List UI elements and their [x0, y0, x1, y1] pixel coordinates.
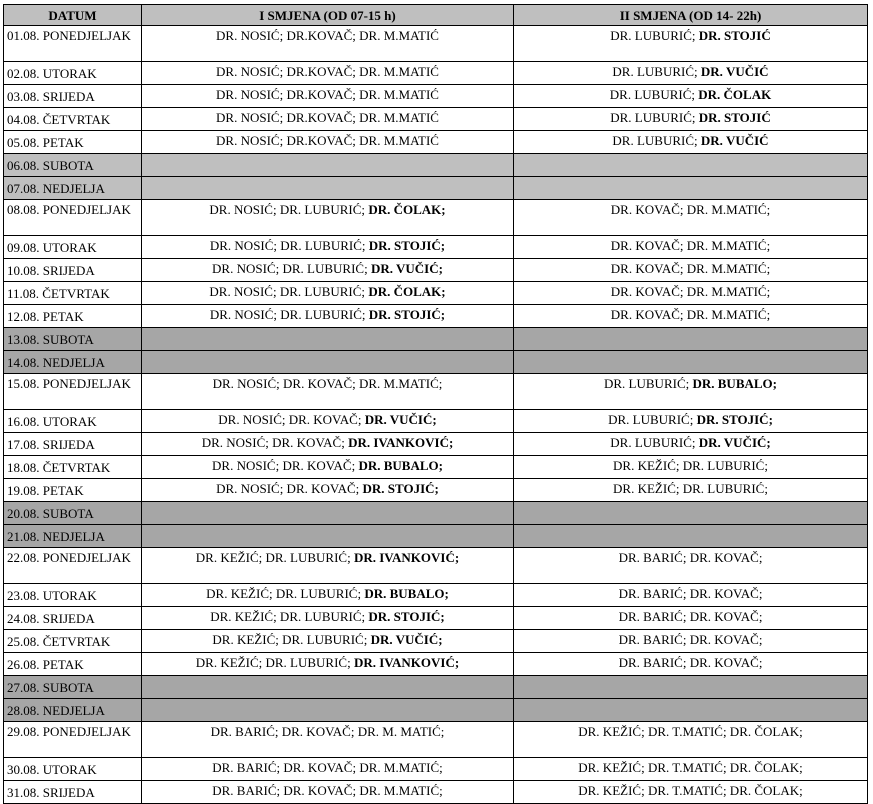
date-cell: 11.08. ČETVRTAK [4, 282, 142, 305]
doctor-names: DR. BARIĆ; DR. KOVAČ; DR. M.MATIĆ; [212, 783, 443, 798]
shift2-cell [514, 433, 868, 456]
on-call-doctor: DR. ČOLAK; [368, 202, 446, 217]
date-cell: 25.08. ČETVRTAK [4, 630, 142, 653]
shift2-cell [514, 282, 868, 305]
doctor-names: DR. BARIĆ; DR. KOVAČ; [618, 586, 763, 601]
shift1-cell [142, 722, 514, 758]
on-call-doctor: DR. IVANKOVIĆ; [353, 550, 460, 565]
shift1-cell [142, 351, 514, 374]
weekend-row [4, 502, 868, 525]
weekend-row [4, 676, 868, 699]
date-cell: 05.08. PETAK [4, 131, 142, 154]
doctor-names: DR. LUBURIĆ; [612, 133, 701, 148]
doctor-names: DR. KEŽIĆ; DR. T.MATIĆ; DR. ČOLAK; [578, 760, 803, 775]
on-call-doctor: DR. STOJIĆ; [368, 609, 445, 624]
weekend-row [4, 351, 868, 374]
on-call-doctor: DR. VUČIĆ; [370, 261, 443, 276]
shift1-cell [142, 758, 514, 781]
doctor-names: DR. NOSIĆ; DR. LUBURIĆ; [209, 284, 369, 299]
date-cell: 28.08. NEDJELJA [4, 699, 142, 722]
doctor-names: DR. KEŽIĆ; DR. LUBURIĆ; [206, 586, 365, 601]
doctor-names: DR. KEŽIĆ; DR. LUBURIĆ; [210, 609, 369, 624]
shift2-cell [514, 374, 868, 410]
shift2-cell [514, 758, 868, 781]
shift2-cell [514, 548, 868, 584]
weekend-row [4, 177, 868, 200]
doctor-names: DR. NOSIĆ; DR. KOVAČ; [212, 458, 359, 473]
day-row [4, 282, 868, 305]
shift1-cell [142, 282, 514, 305]
shift2-cell [514, 131, 868, 154]
on-call-doctor: DR. STOJIĆ; [696, 412, 773, 427]
doctor-names: DR. KEŽIĆ; DR. LUBURIĆ; [195, 655, 354, 670]
date-cell: 22.08. PONEDJELJAK [4, 548, 142, 584]
date-cell: 23.08. UTORAK [4, 584, 142, 607]
shift2-cell [514, 781, 868, 804]
weekend-row [4, 328, 868, 351]
day-row [4, 131, 868, 154]
weekend-row [4, 154, 868, 177]
date-cell: 16.08. UTORAK [4, 410, 142, 433]
day-row [4, 26, 868, 62]
shift2-column-header: II SMJENA (OD 14- 22h) [514, 5, 868, 26]
shift1-cell [142, 62, 514, 85]
doctor-names: DR. LUBURIĆ; [610, 28, 699, 43]
date-cell: 17.08. SRIJEDA [4, 433, 142, 456]
shift2-cell [514, 62, 868, 85]
shift2-cell [514, 410, 868, 433]
doctor-names: DR. NOSIĆ; DR. LUBURIĆ; [209, 238, 369, 253]
shift1-cell [142, 154, 514, 177]
doctor-names: DR. NOSIĆ; DR. KOVAČ; DR. M.MATIĆ; [212, 376, 443, 391]
date-cell: 02.08. UTORAK [4, 62, 142, 85]
doctor-names: DR. BARIĆ; DR. KOVAČ; DR. M. MATIĆ; [210, 724, 445, 739]
doctor-names: DR. NOSIĆ; DR.KOVAČ; DR. M.MATIĆ [216, 87, 439, 102]
day-row [4, 374, 868, 410]
shift2-cell [514, 108, 868, 131]
date-cell: 19.08. PETAK [4, 479, 142, 502]
on-call-doctor: DR. STOJIĆ; [368, 238, 446, 253]
doctor-names: DR. KOVAČ; DR. M.MATIĆ; [610, 238, 771, 253]
shift1-cell [142, 433, 514, 456]
shift2-cell [514, 85, 868, 108]
doctor-names: DR. LUBURIĆ; [610, 435, 699, 450]
shift2-cell [514, 584, 868, 607]
day-row [4, 456, 868, 479]
shift1-cell [142, 607, 514, 630]
on-call-doctor: DR. IVANKOVIĆ; [353, 655, 460, 670]
date-cell: 06.08. SUBOTA [4, 154, 142, 177]
shift2-cell [514, 351, 868, 374]
on-call-doctor: DR. VUČIĆ [700, 64, 769, 79]
day-row [4, 630, 868, 653]
doctor-names: DR. BARIĆ; DR. KOVAČ; [618, 655, 763, 670]
doctor-names: DR. KOVAČ; DR. M.MATIĆ; [610, 261, 771, 276]
day-row [4, 433, 868, 456]
shift2-cell [514, 26, 868, 62]
doctor-names: DR. KEŽIĆ; DR. T.MATIĆ; DR. ČOLAK; [578, 783, 803, 798]
doctor-names: DR. NOSIĆ; DR. KOVAČ; [218, 412, 365, 427]
shift1-cell [142, 479, 514, 502]
shift2-cell [514, 259, 868, 282]
doctor-names: DR. KEŽIĆ; DR. T.MATIĆ; DR. ČOLAK; [578, 724, 803, 739]
on-call-doctor: DR. VUČIĆ; [364, 412, 437, 427]
date-cell: 08.08. PONEDJELJAK [4, 200, 142, 236]
day-row [4, 548, 868, 584]
shift2-cell [514, 328, 868, 351]
on-call-doctor: DR. STOJIĆ; [368, 307, 446, 322]
doctor-names: DR. NOSIĆ; DR.KOVAČ; DR. M.MATIĆ [216, 28, 439, 43]
shift1-column-header: I SMJENA (OD 07-15 h) [142, 5, 514, 26]
shift1-cell [142, 525, 514, 548]
day-row [4, 108, 868, 131]
shift1-cell [142, 85, 514, 108]
shift1-cell [142, 131, 514, 154]
on-call-doctor: DR. STOJIĆ; [362, 481, 439, 496]
date-cell: 29.08. PONEDJELJAK [4, 722, 142, 758]
doctor-names: DR. NOSIĆ; DR. LUBURIĆ; [209, 307, 369, 322]
day-row [4, 722, 868, 758]
date-cell: 04.08. ČETVRTAK [4, 108, 142, 131]
doctor-names: DR. LUBURIĆ; [609, 87, 699, 102]
doctor-names: DR. KEŽIĆ; DR. LUBURIĆ; [212, 632, 371, 647]
date-cell: 14.08. NEDJELJA [4, 351, 142, 374]
doctor-names: DR. NOSIĆ; DR. KOVAČ; [201, 435, 349, 450]
schedule-body [4, 26, 868, 804]
day-row [4, 259, 868, 282]
doctor-names: DR. KOVAČ; DR. M.MATIĆ; [610, 307, 771, 322]
shift2-cell [514, 653, 868, 676]
on-call-doctor: DR. ČOLAK; [368, 284, 446, 299]
shift2-cell [514, 154, 868, 177]
shift1-cell [142, 781, 514, 804]
shift1-cell [142, 259, 514, 282]
on-call-doctor: DR. ČOLAK [698, 87, 772, 102]
shift1-cell [142, 328, 514, 351]
doctor-names: DR. NOSIĆ; DR. LUBURIĆ; [209, 202, 369, 217]
day-row [4, 305, 868, 328]
day-row [4, 607, 868, 630]
shift2-cell [514, 305, 868, 328]
shift2-cell [514, 479, 868, 502]
day-row [4, 410, 868, 433]
shift1-cell [142, 456, 514, 479]
date-cell: 03.08. SRIJEDA [4, 85, 142, 108]
on-call-doctor: DR. BUBALO; [364, 586, 449, 601]
date-cell: 20.08. SUBOTA [4, 502, 142, 525]
doctor-names: DR. BARIĆ; DR. KOVAČ; [618, 632, 763, 647]
date-cell: 26.08. PETAK [4, 653, 142, 676]
doctor-names: DR. LUBURIĆ; [610, 110, 699, 125]
doctor-names: DR. LUBURIĆ; [604, 376, 693, 391]
day-row [4, 85, 868, 108]
day-row [4, 758, 868, 781]
day-row [4, 479, 868, 502]
shift2-cell [514, 722, 868, 758]
day-row [4, 236, 868, 259]
on-call-doctor: DR. STOJIĆ [698, 110, 771, 125]
shift1-cell [142, 584, 514, 607]
shift1-cell [142, 200, 514, 236]
shift1-cell [142, 502, 514, 525]
doctor-names: DR. KEŽIĆ; DR. LUBURIĆ; [613, 458, 768, 473]
schedule-table [3, 4, 868, 804]
shift1-cell [142, 676, 514, 699]
on-call-doctor: DR. BUBALO; [692, 376, 777, 391]
doctor-names: DR. BARIĆ; DR. KOVAČ; [618, 609, 763, 624]
date-cell: 13.08. SUBOTA [4, 328, 142, 351]
shift1-cell [142, 108, 514, 131]
date-cell: 10.08. SRIJEDA [4, 259, 142, 282]
date-cell: 01.08. PONEDJELJAK [4, 26, 142, 62]
date-cell: 31.08. SRIJEDA [4, 781, 142, 804]
doctor-names: DR. KOVAČ; DR. M.MATIĆ; [610, 284, 771, 299]
shift1-cell [142, 305, 514, 328]
shift1-cell [142, 630, 514, 653]
date-cell: 18.08. ČETVRTAK [4, 456, 142, 479]
day-row [4, 200, 868, 236]
shift2-cell [514, 177, 868, 200]
date-column-header: DATUM [4, 5, 142, 26]
day-row [4, 584, 868, 607]
doctor-names: DR. KEŽIĆ; DR. LUBURIĆ; [613, 481, 768, 496]
doctor-names: DR. NOSIĆ; DR. LUBURIĆ; [212, 261, 371, 276]
shift1-cell [142, 410, 514, 433]
doctor-names: DR. LUBURIĆ; [608, 412, 697, 427]
doctor-names: DR. KOVAČ; DR. M.MATIĆ; [610, 202, 771, 217]
day-row [4, 781, 868, 804]
date-cell: 09.08. UTORAK [4, 236, 142, 259]
date-cell: 27.08. SUBOTA [4, 676, 142, 699]
shift2-cell [514, 630, 868, 653]
doctor-names: DR. BARIĆ; DR. KOVAČ; [618, 550, 763, 565]
shift2-cell [514, 236, 868, 259]
on-call-doctor: DR. VUČIĆ; [698, 435, 771, 450]
date-cell: 21.08. NEDJELJA [4, 525, 142, 548]
on-call-doctor: DR. STOJIĆ [698, 28, 771, 43]
shift1-cell [142, 177, 514, 200]
shift2-cell [514, 502, 868, 525]
shift2-cell [514, 525, 868, 548]
date-cell: 12.08. PETAK [4, 305, 142, 328]
shift1-cell [142, 26, 514, 62]
shift2-cell [514, 699, 868, 722]
doctor-names: DR. LUBURIĆ; [612, 64, 701, 79]
shift1-cell [142, 548, 514, 584]
date-cell: 07.08. NEDJELJA [4, 177, 142, 200]
doctor-names: DR. NOSIĆ; DR.KOVAČ; DR. M.MATIĆ [216, 110, 439, 125]
day-row [4, 62, 868, 85]
date-cell: 15.08. PONEDJELJAK [4, 374, 142, 410]
doctor-names: DR. NOSIĆ; DR.KOVAČ; DR. M.MATIĆ [216, 64, 439, 79]
doctor-names: DR. KEŽIĆ; DR. LUBURIĆ; [195, 550, 354, 565]
on-call-doctor: DR. BUBALO; [358, 458, 443, 473]
shift1-cell [142, 653, 514, 676]
day-row [4, 653, 868, 676]
shift1-cell [142, 699, 514, 722]
shift1-cell [142, 236, 514, 259]
weekend-row [4, 699, 868, 722]
shift1-cell [142, 374, 514, 410]
shift2-cell [514, 676, 868, 699]
date-cell: 24.08. SRIJEDA [4, 607, 142, 630]
on-call-doctor: DR. VUČIĆ [700, 133, 769, 148]
on-call-doctor: DR. IVANKOVIĆ; [348, 435, 454, 450]
header-row [4, 5, 868, 26]
shift2-cell [514, 607, 868, 630]
date-cell: 30.08. UTORAK [4, 758, 142, 781]
doctor-names: DR. BARIĆ; DR. KOVAČ; DR. M.MATIĆ; [212, 760, 443, 775]
doctor-names: DR. NOSIĆ; DR. KOVAČ; [216, 481, 363, 496]
shift2-cell [514, 456, 868, 479]
weekend-row [4, 525, 868, 548]
on-call-doctor: DR. VUČIĆ; [370, 632, 443, 647]
shift2-cell [514, 200, 868, 236]
doctor-names: DR. NOSIĆ; DR.KOVAČ; DR. M.MATIĆ [216, 133, 439, 148]
